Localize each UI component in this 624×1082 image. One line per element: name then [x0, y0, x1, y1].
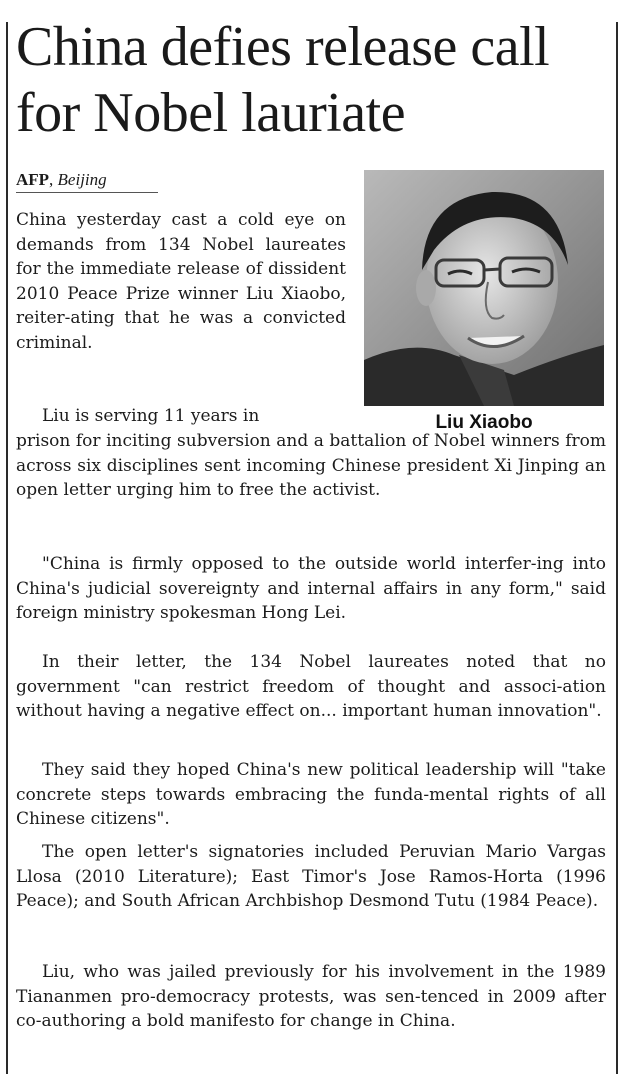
paragraph-4: In their letter, the 134 Nobel laureates noted that no government "can restrict freedom of thought and associ-ation without having a negative effect on... important human innovation".: [16, 652, 606, 722]
photo-caption: Liu Xiaobo: [435, 412, 533, 433]
paragraph-2-continued: prison for inciting subversion and a battalion of Nobel winners from across six disciplines sent incoming Chinese president Xi Jinping an open letter urging him to free the activist.: [16, 431, 606, 501]
column-rule-left: [6, 22, 8, 1074]
paragraph-6: The open letter's signatories included Peruvian Mario Vargas Llosa (2010 Literature); East Timor's Jose Ramos-Horta (1996 Peace); and South African Archbishop Desmond Tutu (1984 Peace).: [16, 842, 606, 912]
byline: [16, 170, 158, 193]
paragraph-7: Liu, who was jailed previously for his involvement in the 1989 Tiananmen pro-democracy protests, was sen-tenced in 2009 after co-authoring a bold manifesto for change in China.: [16, 962, 606, 1032]
byline-agency: AFP: [16, 170, 50, 189]
byline-separator: ,: [49, 170, 58, 189]
paragraph-5: They said they hoped China's new political leadership will "take concrete steps towards embracing the funda-mental rights of all Chinese citizens".: [16, 760, 606, 830]
article-headline: China defies release call for Nobel lauriate: [16, 16, 550, 144]
column-rule-right: [616, 22, 618, 1074]
paragraph-1: China yesterday cast a cold eye on demands from 134 Nobel laureates for the immediate release of dissident 2010 Peace Prize winner Liu Xiaobo, reiter-ating that he was a convicted criminal.: [16, 210, 346, 353]
byline-city: Beijing: [57, 170, 107, 189]
paragraph-2-start: Liu is serving 11 years in: [42, 406, 260, 426]
portrait-photo: [364, 170, 604, 406]
paragraph-3: "China is firmly opposed to the outside world interfer-ing into China's judicial sovereignty and internal affairs in any form," said foreign ministry spokesman Hong Lei.: [16, 554, 606, 624]
